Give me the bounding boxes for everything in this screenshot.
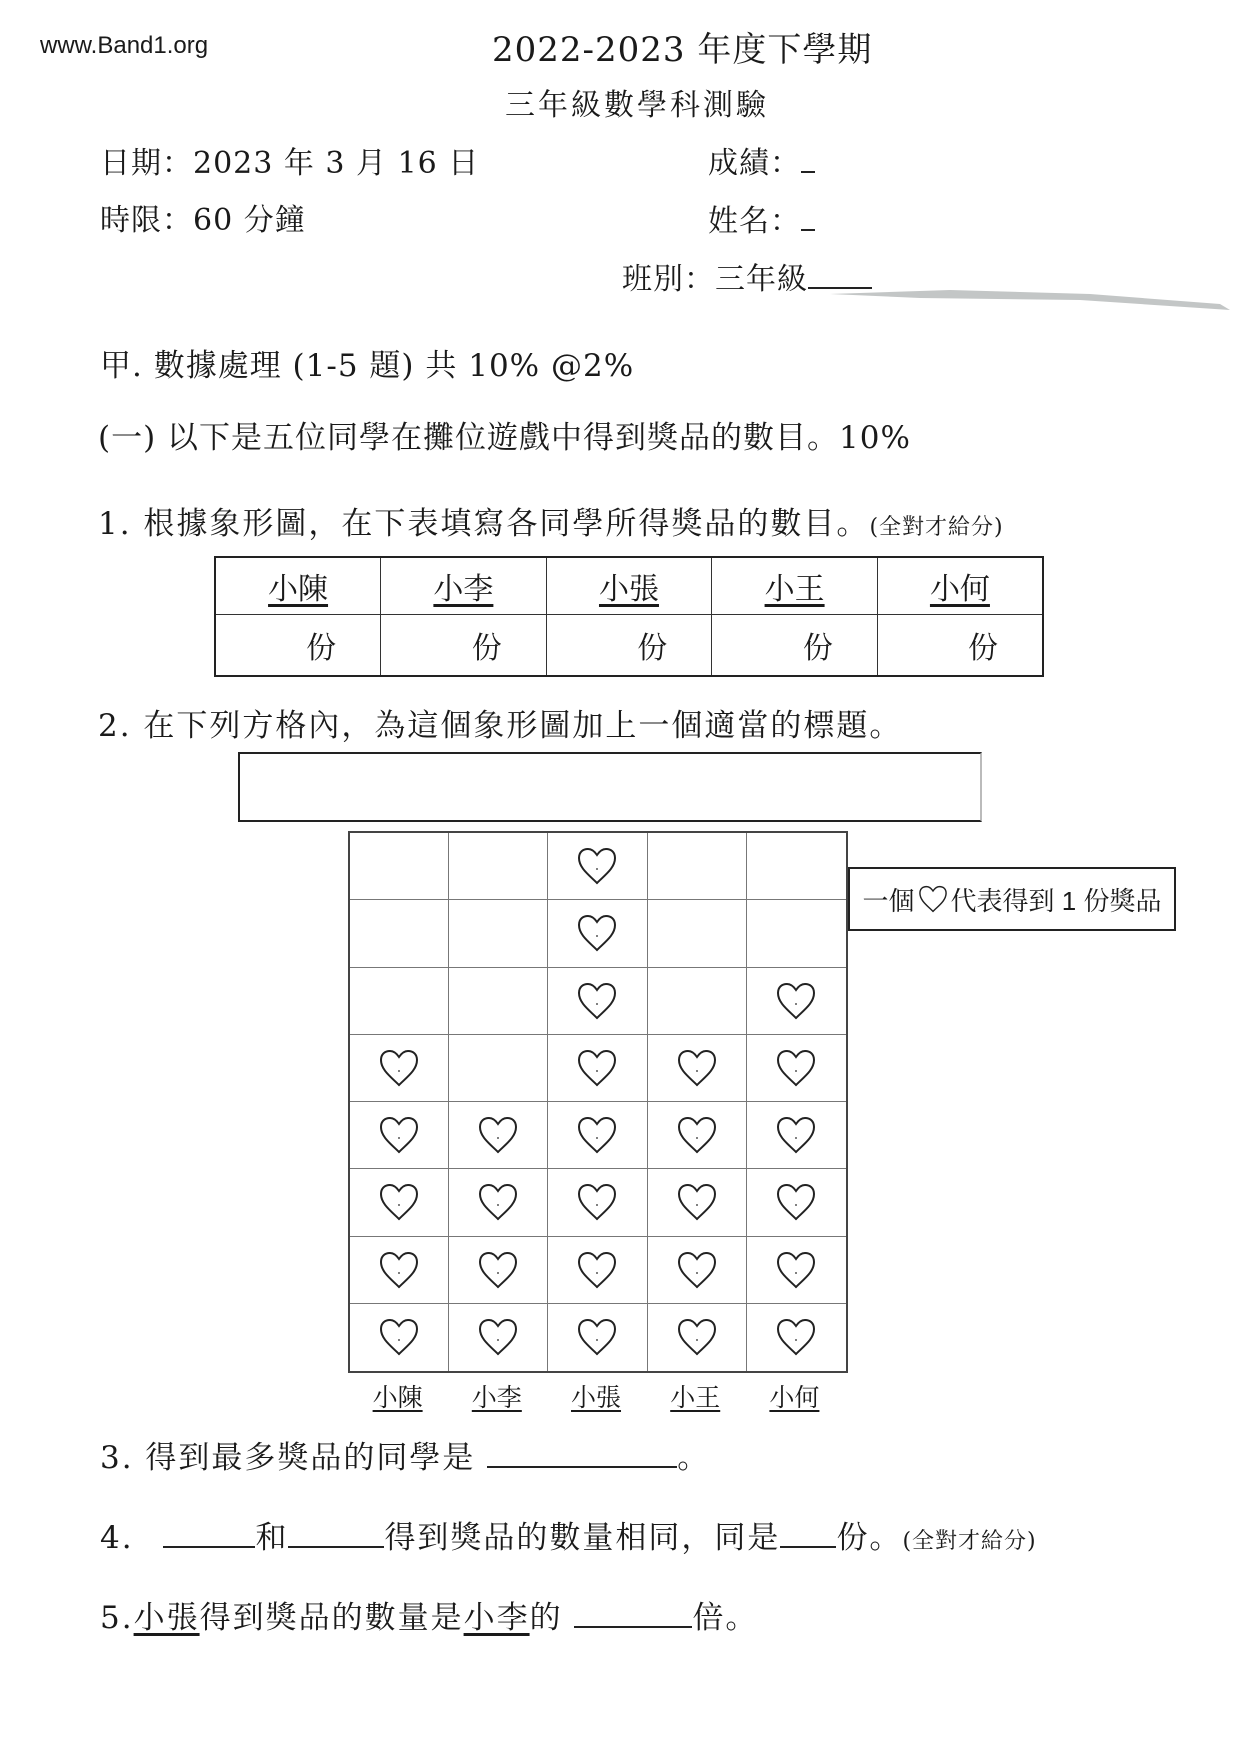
- pictogram-grid: [348, 831, 848, 1373]
- pictogram-cell: [548, 1237, 647, 1304]
- exam-title: 2022-2023 年度下學期: [492, 30, 873, 70]
- key-prefix: 一個: [862, 885, 915, 916]
- heart-icon: [476, 1182, 520, 1222]
- date-label: 日期：2023 年 3 月 16 日: [100, 146, 480, 181]
- chart-title-answer-box[interactable]: [238, 752, 982, 822]
- heart-icon: [575, 1115, 619, 1155]
- site-watermark: www.Band1.org: [40, 32, 209, 59]
- answer-cell[interactable]: 份: [546, 615, 712, 677]
- time-limit-label: 時限：60 分鐘: [100, 203, 306, 238]
- table-header-cell: 小何: [877, 557, 1043, 615]
- pictogram-cell: [747, 833, 846, 900]
- pictogram-x-labels: [348, 1378, 844, 1414]
- question-4-number: 4.: [100, 1520, 134, 1556]
- question-1: [98, 498, 1004, 543]
- question-4-blank-3[interactable]: [780, 1518, 836, 1548]
- heart-icon: [575, 1317, 619, 1357]
- pictogram-cell: [548, 833, 647, 900]
- heart-icon: [575, 846, 619, 886]
- heart-icon: [377, 1048, 421, 1088]
- question-4-text: 得到獎品的數量相同，同是: [384, 1520, 781, 1556]
- heart-icon: [476, 1250, 520, 1290]
- pictogram-cell: [747, 900, 846, 967]
- pictogram-cell: [350, 900, 449, 967]
- question-4-blank-1[interactable]: [163, 1518, 255, 1548]
- pictogram-cell: [648, 1035, 747, 1102]
- question-5-name-2: 小李: [463, 1600, 530, 1636]
- question-5: 5.小張得到獎品的數量是小李的 倍。: [100, 1600, 759, 1636]
- answer-cell[interactable]: 份: [215, 615, 381, 677]
- heart-icon: [917, 884, 949, 914]
- heart-icon: [675, 1250, 719, 1290]
- pictogram-cell: [449, 833, 548, 900]
- heart-icon: [675, 1115, 719, 1155]
- pictogram-cell: [648, 1169, 747, 1236]
- question-3-text: 3. 得到最多獎品的同學是: [100, 1440, 476, 1476]
- heart-icon: [377, 1250, 421, 1290]
- answer-table: [214, 556, 1044, 677]
- pictogram-cell: [548, 900, 647, 967]
- pictogram-cell: [747, 1237, 846, 1304]
- pictogram-cell: [449, 1102, 548, 1169]
- question-4-note: (全對才給分): [902, 1529, 1037, 1554]
- question-5-number: 5.: [100, 1600, 134, 1636]
- heart-icon: [377, 1182, 421, 1222]
- question-5-name-1: 小張: [133, 1600, 200, 1636]
- question-1-text: 1. 根據象形圖，在下表填寫各同學所得獎品的數目。: [98, 506, 870, 542]
- scan-streak-decoration: [830, 284, 1230, 310]
- pictogram-cell: [648, 900, 747, 967]
- name-field[interactable]: [708, 196, 815, 240]
- pictogram-cell: [449, 1304, 548, 1371]
- table-header-cell: 小王: [712, 557, 878, 615]
- x-label: 小何: [769, 1383, 820, 1412]
- heart-icon: [476, 1115, 520, 1155]
- table-header-cell: 小李: [381, 557, 547, 615]
- pictogram-cell: [449, 1169, 548, 1236]
- pictogram-cell: [350, 1169, 449, 1236]
- question-3-blank[interactable]: [487, 1438, 677, 1468]
- pictogram-key: [848, 867, 1176, 931]
- key-suffix: 代表得到 1 份獎品: [950, 885, 1162, 916]
- question-4-and: 和: [255, 1520, 289, 1556]
- section-heading: 甲. 數據處理 (1-5 題) 共 10% @2%: [100, 348, 635, 384]
- heart-icon: [675, 1048, 719, 1088]
- question-4: [100, 1512, 1037, 1557]
- pictogram-cell: [747, 1304, 846, 1371]
- table-header-cell: 小陳: [215, 557, 381, 615]
- heart-icon: [575, 981, 619, 1021]
- pictogram-cell: [648, 1304, 747, 1371]
- section-intro: (一) 以下是五位同學在攤位遊戲中得到獎品的數目。10%: [98, 420, 911, 456]
- name-blank[interactable]: [801, 201, 815, 231]
- score-field[interactable]: [708, 138, 815, 182]
- question-2: 2. 在下列方格內，為這個象形圖加上一個適當的標題。: [98, 708, 903, 744]
- score-blank[interactable]: [801, 143, 815, 173]
- pictogram-cell: [648, 1102, 747, 1169]
- heart-icon: [774, 1317, 818, 1357]
- name-label: 姓名：: [708, 204, 801, 239]
- pictogram-cell: [648, 1237, 747, 1304]
- pictogram-cell: [747, 1169, 846, 1236]
- heart-icon: [377, 1115, 421, 1155]
- heart-icon: [476, 1317, 520, 1357]
- pictogram-cell: [648, 968, 747, 1035]
- heart-icon: [575, 1182, 619, 1222]
- exam-subtitle: 三年級數學科測驗: [505, 88, 769, 123]
- pictogram-cell: [548, 968, 647, 1035]
- question-4-blank-2[interactable]: [288, 1518, 384, 1548]
- pictogram-cell: [747, 1102, 846, 1169]
- answer-cell[interactable]: 份: [381, 615, 547, 677]
- pictogram-cell: [548, 1102, 647, 1169]
- x-label: 小張: [571, 1383, 622, 1412]
- heart-icon: [774, 981, 818, 1021]
- pictogram-cell: [548, 1035, 647, 1102]
- heart-icon: [675, 1317, 719, 1357]
- question-1-note: (全對才給分): [869, 515, 1004, 540]
- pictogram-cell: [449, 968, 548, 1035]
- table-header-cell: 小張: [546, 557, 712, 615]
- pictogram-cell: [449, 1035, 548, 1102]
- heart-icon: [575, 1048, 619, 1088]
- heart-icon: [675, 1182, 719, 1222]
- question-5-blank[interactable]: [574, 1598, 692, 1628]
- class-label: 班別：三年級: [622, 262, 808, 297]
- x-label: 小王: [670, 1383, 721, 1412]
- heart-icon: [575, 1250, 619, 1290]
- heart-icon: [377, 1317, 421, 1357]
- pictogram-cell: [648, 833, 747, 900]
- question-4-unit: 份。: [836, 1520, 903, 1556]
- pictogram-cell: [350, 1035, 449, 1102]
- pictogram-cell: [350, 833, 449, 900]
- x-label: 小陳: [372, 1383, 423, 1412]
- pictogram-cell: [548, 1169, 647, 1236]
- pictogram-cell: [350, 968, 449, 1035]
- score-label: 成績：: [708, 146, 801, 181]
- pictogram-cell: [747, 968, 846, 1035]
- answer-cell[interactable]: 份: [877, 615, 1043, 677]
- pictogram-cell: [350, 1237, 449, 1304]
- pictogram-cell: [350, 1102, 449, 1169]
- answer-cell[interactable]: 份: [712, 615, 878, 677]
- pictogram-cell: [350, 1304, 449, 1371]
- x-label: 小李: [471, 1383, 522, 1412]
- heart-icon: [575, 913, 619, 953]
- heart-icon: [774, 1182, 818, 1222]
- heart-icon: [774, 1115, 818, 1155]
- pictogram-cell: [747, 1035, 846, 1102]
- pictogram-cell: [449, 1237, 548, 1304]
- heart-icon: [774, 1048, 818, 1088]
- pictogram-cell: [548, 1304, 647, 1371]
- question-3: 3. 得到最多獎品的同學是 。: [100, 1440, 711, 1476]
- pictogram-cell: [449, 900, 548, 967]
- heart-icon: [774, 1250, 818, 1290]
